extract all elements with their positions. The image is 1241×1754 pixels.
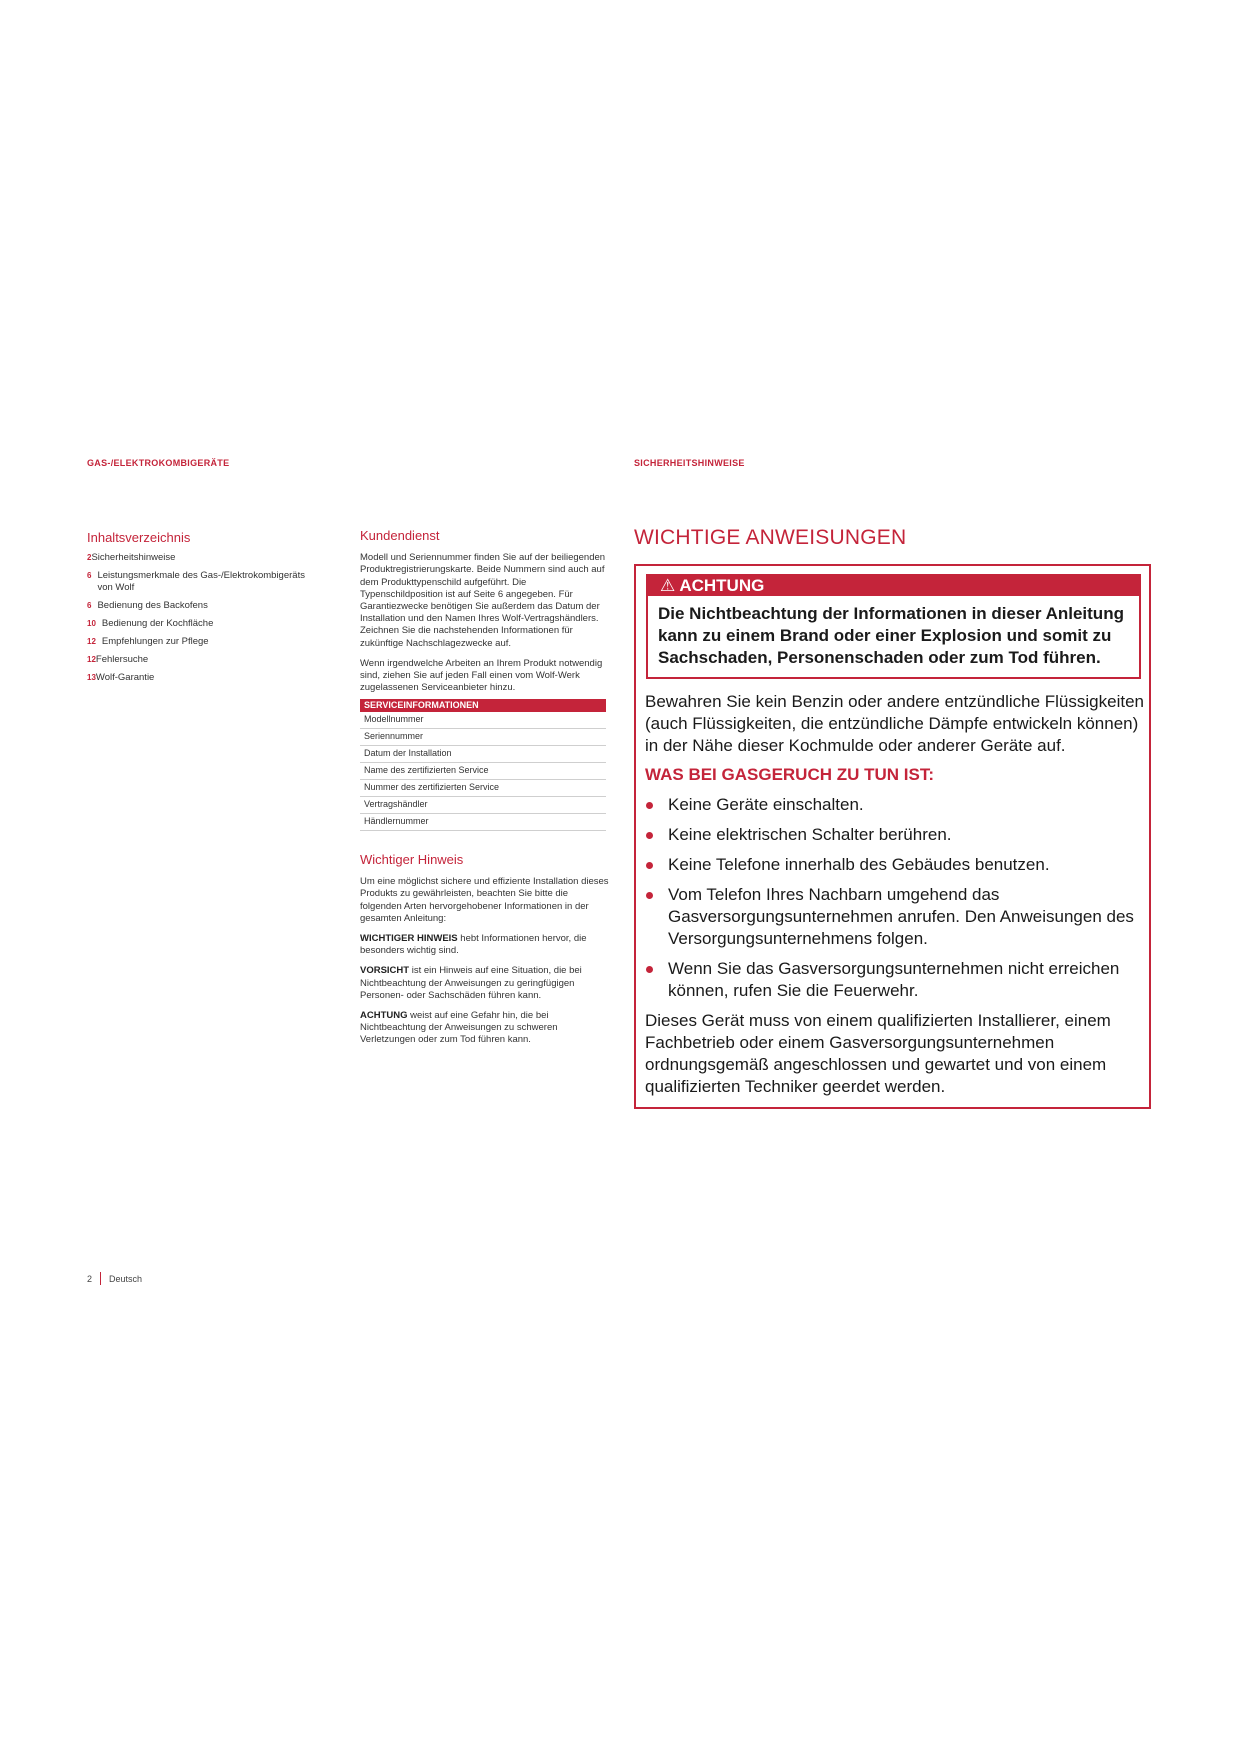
service-info-row[interactable]: Modellnummer — [360, 712, 606, 729]
service-info-row[interactable]: Name des zertifizierten Service — [360, 763, 606, 780]
toc-item-label: Wolf-Garantie — [95, 672, 155, 683]
kundendienst-section — [360, 530, 610, 702]
list-item-text: Vom Telefon Ihres Nachbarn umgehend das Gasversorgungsunternehmen anrufen. Den Anweisungen des Versorgungsunternehmens folgen. — [668, 885, 1134, 948]
flammable-warning: Bewahren Sie kein Benzin oder andere entzündliche Flüssigkeiten (auch Flüssigkeiten, die entzündliche Dämpfe entwickeln können) in der Nähe dieser Kochmulde oder anderer Geräte auf. — [645, 692, 1144, 755]
service-info-header: SERVICEINFORMATIONEN — [360, 699, 606, 712]
list-item-text: Keine Geräte einschalten. — [668, 795, 864, 814]
hinweis-description: hebt Informationen hervor, die besonders wichtig sind. — [360, 933, 587, 957]
toc-page-number: 12 — [87, 637, 96, 646]
kundendienst-paragraph: Wenn irgendwelche Arbeiten an Ihrem Produkt notwendig sind, ziehen Sie auf jeden Fall einen vom Wolf-Werk zugelassenen Serviceanbieter hinzu. — [360, 657, 603, 694]
achtung-definition — [360, 1010, 610, 1047]
bullet-icon — [646, 802, 653, 809]
gas-smell-heading: WAS BEI GASGERUCH ZU TUN IST: — [645, 765, 935, 784]
kundendienst-title: Kundendienst — [360, 528, 440, 543]
bullet-icon — [646, 892, 653, 899]
kundendienst-paragraph: Modell und Seriennummer finden Sie auf der beiliegenden Produktregistrierungskarte. Beide Nummern sind auch auf dem Produkttypenschild aufgeführt. Die Typenschildposition ist auf Seite 6 angegeben. Für Garantiezwecke benötigen Sie außerdem das Datum der Installation und den Namen Ihres Wolf-Vertragshändlers. Zeichnen Sie die nachstehenden Informationen für zukünftige Nachschlagezwecke auf. — [360, 552, 606, 649]
toc-item[interactable] — [87, 654, 332, 666]
bullet-icon — [646, 832, 653, 839]
hinweis-intro: Um eine möglichst sichere und effiziente Installation dieses Produkts zu gewährleisten, beachten Sie bitte die folgenden Arten hervorgehobener Informationen in der gesamten Anleitung: — [360, 876, 609, 924]
running-header-left: GAS-/ELEKTROKOMBIGERÄTE — [87, 458, 230, 468]
achtung-term: ACHTUNG — [360, 1010, 408, 1022]
page-title: WICHTIGE ANWEISUNGEN — [634, 526, 907, 549]
list-item-text: Wenn Sie das Gasversorgungsunternehmen nicht erreichen können, rufen Sie die Feuerwehr. — [668, 959, 1120, 1000]
toc-item[interactable] — [87, 672, 332, 684]
vorsicht-description: ist ein Hinweis auf eine Situation, die bei Nichtbeachtung der Anweisungen zu geringfügigen Personen- oder Sachschäden führen kann. — [360, 965, 582, 1001]
toc-page-number: 13 — [87, 673, 96, 682]
bullet-icon — [646, 966, 653, 973]
achtung-description: weist auf eine Gefahr hin, die bei Nichtbeachtung der Anweisungen zu schweren Verletzungen oder zum Tod führen kann. — [360, 1010, 558, 1046]
hinweis-section — [360, 854, 610, 1055]
toc-item[interactable] — [87, 600, 332, 612]
toc-page-number: 12 — [87, 655, 96, 664]
service-info-row[interactable]: Seriennummer — [360, 729, 606, 746]
toc-item-label: Fehlersuche — [95, 654, 149, 665]
list-item-text: Keine Telefone innerhalb des Gebäudes benutzen. — [668, 855, 1050, 874]
vorsicht-term: VORSICHT — [360, 965, 410, 977]
toc-item[interactable] — [87, 618, 332, 630]
footer-language: Deutsch — [109, 1273, 143, 1284]
list-item — [645, 794, 1145, 816]
vorsicht-definition — [360, 965, 610, 1002]
hinweis-definition — [360, 933, 610, 957]
running-header-right: SICHERHEITSHINWEISE — [634, 458, 745, 468]
page-number: 2 — [87, 1273, 93, 1284]
gas-smell-list — [645, 794, 1145, 1010]
list-item — [645, 854, 1145, 876]
service-info-row[interactable]: Datum der Installation — [360, 746, 606, 763]
page-footer — [87, 1272, 142, 1285]
hinweis-title: Wichtiger Hinweis — [360, 852, 464, 867]
hinweis-term: WICHTIGER HINWEIS — [360, 933, 458, 945]
list-item — [645, 958, 1145, 1002]
list-item — [645, 884, 1145, 950]
toc-item-label: Leistungsmerkmale des Gas-/Elektrokombigeräts von Wolf — [97, 570, 305, 593]
list-item-text: Keine elektrischen Schalter berühren. — [668, 825, 952, 844]
toc-title: Inhaltsverzeichnis — [87, 530, 191, 545]
service-info-row[interactable]: Händlernummer — [360, 814, 606, 831]
table-of-contents — [87, 552, 332, 690]
toc-item-label: Bedienung der Kochfläche — [101, 618, 214, 629]
footer-divider — [100, 1272, 101, 1285]
achtung-text: Die Nichtbeachtung der Informationen in dieser Anleitung kann zu einem Brand oder einer Explosion und somit zu Sachschaden, Personenschaden oder zum Tod führen. — [658, 604, 1124, 667]
achtung-box — [646, 574, 1141, 679]
toc-item[interactable] — [87, 552, 332, 564]
bullet-icon — [646, 862, 653, 869]
toc-item-label: Empfehlungen zur Pflege — [101, 636, 209, 647]
toc-page-number: 6 — [87, 571, 92, 580]
service-info-row[interactable]: Vertragshändler — [360, 797, 606, 814]
service-info-table — [360, 699, 606, 831]
toc-page-number: 2 — [87, 553, 92, 562]
toc-item-label: Sicherheitshinweise — [91, 552, 176, 563]
installer-note: Dieses Gerät muss von einem qualifizierten Installierer, einem Fachbetrieb oder einem Gasversorgungsunternehmen ordnungsgemäß angeschlossen und gewartet und von einem qualifizierten Techniker geerdet werden. — [645, 1011, 1111, 1096]
warning-triangle-icon: ⚠ — [660, 576, 676, 595]
toc-item[interactable] — [87, 570, 332, 594]
toc-page-number: 6 — [87, 601, 92, 610]
achtung-bar — [648, 576, 1139, 596]
toc-item-label: Bedienung des Backofens — [97, 600, 208, 611]
service-info-row[interactable]: Nummer des zertifizierten Service — [360, 780, 606, 797]
toc-page-number: 10 — [87, 619, 96, 628]
achtung-label: ACHTUNG — [679, 576, 765, 595]
list-item — [645, 824, 1145, 846]
toc-item[interactable] — [87, 636, 332, 648]
